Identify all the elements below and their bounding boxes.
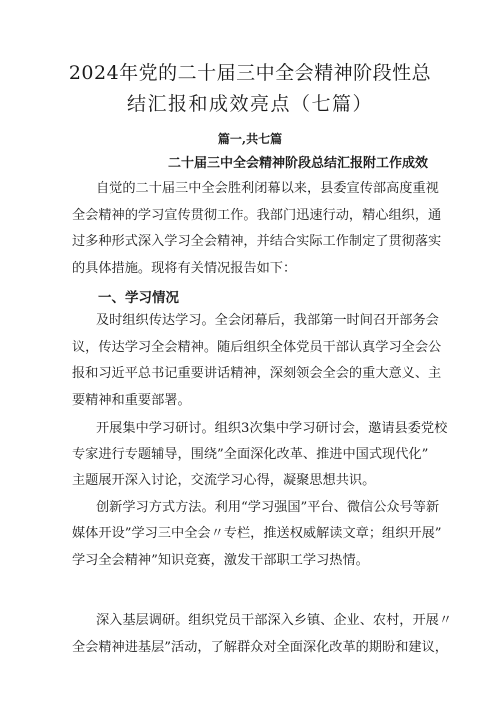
paragraph-line: 自觉的二十届三中全会胜利闭幕以来，县委宣传部高度重视 bbox=[96, 181, 439, 196]
paragraph-line: 全会精神进基层”活动，了解群众对全面深化改革的期盼和建议， bbox=[72, 640, 448, 655]
article-subhead: 篇一,共七篇 bbox=[217, 132, 283, 146]
document-title-line-2: 结汇报和成效亮点（七篇） bbox=[126, 93, 373, 115]
document-title-line-1: 2024年党的二十届三中全会精神阶段性总 bbox=[68, 62, 432, 84]
paragraph-line: 开展集中学习研讨。组织3次集中学习研讨会，邀请县委党校 bbox=[96, 421, 448, 436]
paragraph-line: 学习全会精神”知识竞赛，激发干部职工学习热情。 bbox=[72, 553, 369, 568]
paragraph-line: 深入基层调研。组织党员干部深入乡镇、企业、农村，开展〃 bbox=[96, 613, 453, 628]
paragraph-line: 报和习近平总书记重要讲话精神，深刻领会全会的重大意义、主 bbox=[72, 366, 442, 381]
paragraph-line: 过多种形式深入学习全会精神，并结合实际工作制定了贯彻落实 bbox=[72, 234, 442, 249]
paragraph-line: 及时组织传达学习。全会闭幕后，我部第一时间召开部务会 bbox=[96, 313, 439, 328]
section-heading: 一、学习情况 bbox=[98, 290, 179, 306]
paragraph-line: 议，传达学习全会精神。随后组织全体党员干部认真学习全会公 bbox=[72, 340, 442, 355]
paragraph-line: 要精神和重要部署。 bbox=[72, 393, 191, 408]
section-title: 二十届三中全会精神阶段总结汇报附工作成效 bbox=[168, 156, 429, 171]
paragraph-line: 主题展开深入讨论，交流学习心得，凝聚思想共识。 bbox=[72, 473, 376, 488]
paragraph-line: 全会精神的学习宣传贯彻工作。我部门迅速行动，精心组织，通 bbox=[72, 208, 442, 223]
paragraph-line: 的具体措施。现将有关情况报告如下： bbox=[72, 261, 297, 276]
paragraph-line: 专家进行专题辅导，围绕”全面深化改革、推进中国式现代化” bbox=[72, 447, 429, 462]
paragraph-line: 媒体开设”学习三中全会〃专栏，推送权威解读文章；组织开展” bbox=[72, 526, 442, 541]
paragraph-line: 创新学习方式方法。利用“学习强国”平台、微信公众号等新 bbox=[96, 500, 440, 515]
